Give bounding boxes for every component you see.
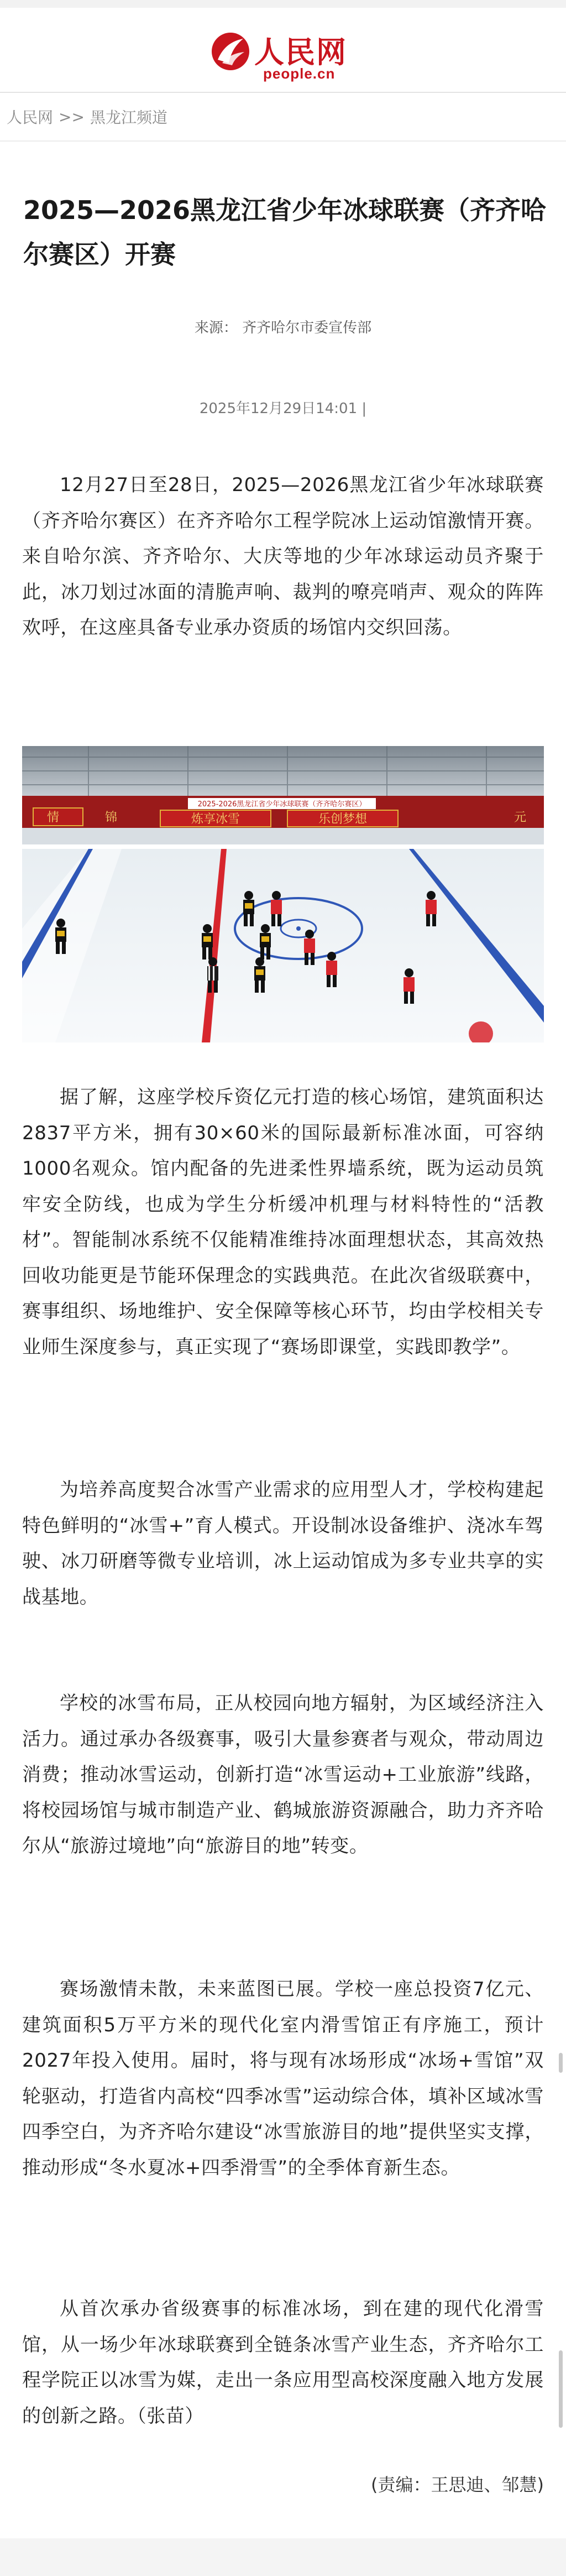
article-paragraph: 为培养高度契合冰雪产业需求的应用型人才，学校构建起特色鲜明的“冰雪+”育人模式。开设制冰设备维护、浇冰车驾驶、冰刀研磨等微专业培训，冰上运动馆成为多专业共享的实战基地。 <box>22 1479 544 1608</box>
photo-banner-right: 元 <box>514 811 527 825</box>
photo-banner-mid-1: 炼享冰雪 <box>191 812 240 826</box>
article-source: 来源： 齐齐哈尔市委宣传部 <box>194 320 372 336</box>
photo-banner-left-1: 情 <box>47 811 60 825</box>
scrollbar-thumb[interactable] <box>559 2053 563 2073</box>
article-date: 2025年12月29日14:01 | <box>199 400 367 417</box>
ice-rink-photo <box>22 746 544 1042</box>
article-paragraph: 学校的冰雪布局，正从校园向地方辐射，为区域经济注入活力。通过承办各级赛事，吸引大量参赛者与观众，带动周边消费；推动冰雪运动，创新打造“冰雪运动+工业旅游”线路，将校园场馆与城市制造产业、鹤城旅游资源融合，助力齐齐哈尔从“旅游过境地”向“旅游目的地”转变。 <box>22 1692 544 1857</box>
breadcrumb-channel-link[interactable]: 黑龙江频道 <box>90 108 167 127</box>
photo-banner-left-2: 锦 <box>105 811 118 825</box>
article-paragraph: 据了解，这座学校斥资亿元打造的核心场馆，建筑面积达2837平方米，拥有30×60米的国际最新标准冰面，可容纳1000名观众。馆内配备的先进柔性界墙系统，既为运动员筑牢安全防线，也成为学生分析缓冲机理与材料特性的“活教材”。智能制冰系统不仅能精准维持冰面理想状态，其高效热回收功能更是节能环保理念的实践典范。在此次省级联赛中，赛事组织、场地维护、安全保障等核心环节，均由学校相关专业师生深度参与，真正实现了“赛场即课堂，实践即教学”。 <box>22 1086 544 1358</box>
scrollbar-thumb[interactable] <box>559 2350 563 2428</box>
article-title: 2025—2026黑龙江省少年冰球联赛（齐齐哈尔赛区）开赛 <box>23 195 547 269</box>
breadcrumb <box>0 93 566 142</box>
photo-banner-mid-2: 乐创梦想 <box>318 812 368 826</box>
site-header <box>0 8 566 93</box>
breadcrumb-separator: >> <box>59 107 85 126</box>
bottom-bar <box>0 2538 566 2576</box>
article-photo <box>22 746 544 1042</box>
top-status-strip <box>0 0 566 8</box>
logo-chinese-name: 人民网 <box>254 34 347 70</box>
people-daily-logo-icon <box>210 31 251 72</box>
breadcrumb-home-link[interactable]: 人民网 <box>7 108 54 127</box>
article-paragraph: 赛场激情未散，未来蓝图已展。学校一座总投资7亿元、建筑面积5万平方米的现代化室内滑雪馆正有序施工，预计2027年投入使用。届时，将与现有冰场形成“冰场+雪馆”双轮驱动，打造省内高校“四季冰雪”运动综合体，填补区域冰雪四季空白，为齐齐哈尔建设“冰雪旅游目的地”提供坚实支撑，推动形成“冬水夏冰+四季滑雪”的全季体育新生态。 <box>22 1978 544 2179</box>
article-paragraph: 12月27日至28日，2025—2026黑龙江省少年冰球联赛（齐齐哈尔赛区）在齐齐哈尔工程学院冰上运动馆激情开赛。来自哈尔滨、齐齐哈尔、大庆等地的少年冰球运动员齐聚于此，冰刀划过冰面的清脆声响、裁判的嘹亮哨声、观众的阵阵欢呼，在这座具备专业承办资质的场馆内交织回荡。 <box>22 474 544 639</box>
logo-domain: people.cn <box>263 65 336 82</box>
article-editor: (责编：王思迪、邹慧) <box>371 2474 544 2495</box>
photo-banner-main: 2025-2026黑龙江省少年冰球联赛（齐齐哈尔赛区） <box>197 800 366 809</box>
article-paragraph: 从首次承办省级赛事的标准冰场，到在建的现代化滑雪馆，从一场少年冰球联赛到全链条冰雪产业生态，齐齐哈尔工程学院正以冰雪为媒，走出一条应用型高校深度融入地方发展的创新之路。（张苗） <box>22 2298 544 2427</box>
site-logo[interactable] <box>210 22 359 83</box>
